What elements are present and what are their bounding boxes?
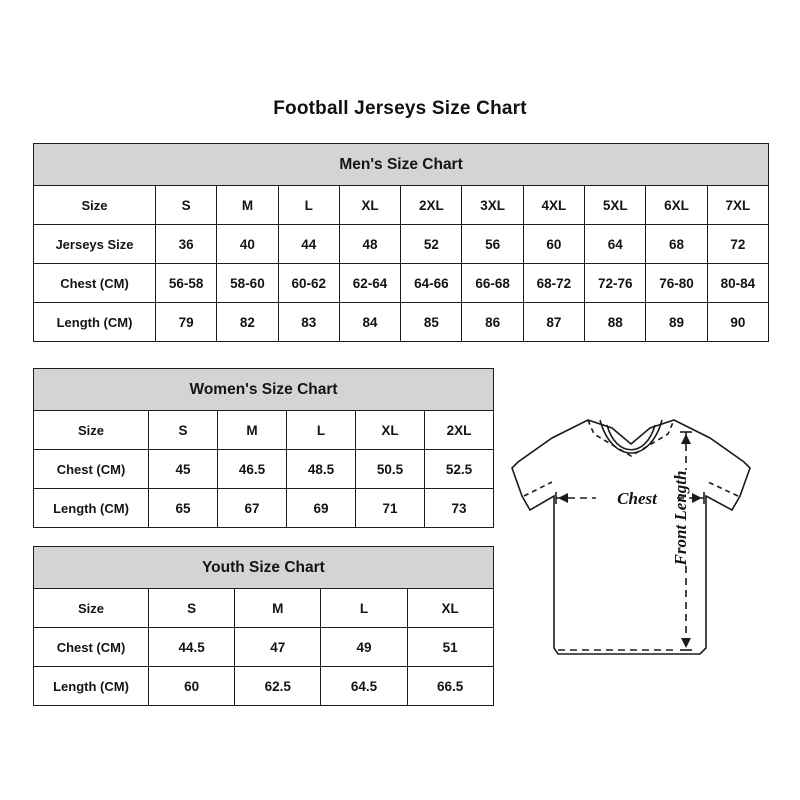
mens-table-caption: Men's Size Chart — [34, 144, 769, 186]
table-cell: 89 — [646, 303, 707, 342]
column-header: 3XL — [462, 186, 523, 225]
table-cell: 71 — [356, 489, 425, 528]
table-cell: 60 — [523, 225, 584, 264]
column-header: L — [321, 589, 407, 628]
table-cell: 68-72 — [523, 264, 584, 303]
table-cell: 64.5 — [321, 667, 407, 706]
table-cell: 49 — [321, 628, 407, 667]
row-label: Length (CM) — [34, 489, 149, 528]
row-label: Jerseys Size — [34, 225, 156, 264]
table-cell: 86 — [462, 303, 523, 342]
womens-size-table — [33, 368, 494, 528]
table-header-row — [34, 411, 494, 450]
column-header: 5XL — [585, 186, 646, 225]
row-label: Chest (CM) — [34, 264, 156, 303]
table-row — [34, 667, 494, 706]
table-cell: 76-80 — [646, 264, 707, 303]
table-cell: 48.5 — [287, 450, 356, 489]
table-cell: 45 — [149, 450, 218, 489]
table-cell: 48 — [339, 225, 400, 264]
table-cell: 66-68 — [462, 264, 523, 303]
row-label: Length (CM) — [34, 667, 149, 706]
column-header: S — [156, 186, 217, 225]
table-cell: 62.5 — [235, 667, 321, 706]
table-cell: 64 — [585, 225, 646, 264]
row-label: Chest (CM) — [34, 628, 149, 667]
table-caption-row — [34, 547, 494, 589]
table-cell: 40 — [217, 225, 278, 264]
youth-size-table — [33, 546, 494, 706]
table-cell: 52.5 — [425, 450, 494, 489]
table-cell: 47 — [235, 628, 321, 667]
table-row — [34, 264, 769, 303]
table-header-row — [34, 186, 769, 225]
table-cell: 46.5 — [218, 450, 287, 489]
youth-table-caption: Youth Size Chart — [34, 547, 494, 589]
table-cell: 88 — [585, 303, 646, 342]
table-cell: 56 — [462, 225, 523, 264]
table-cell: 80-84 — [707, 264, 768, 303]
table-cell: 64-66 — [401, 264, 462, 303]
mens-size-chart — [33, 143, 769, 342]
table-row — [34, 225, 769, 264]
table-cell: 90 — [707, 303, 768, 342]
table-row — [34, 489, 494, 528]
front-length-label: Front Length — [671, 470, 690, 566]
table-cell: 68 — [646, 225, 707, 264]
table-cell: 82 — [217, 303, 278, 342]
table-cell: 44.5 — [149, 628, 235, 667]
jersey-outline-icon — [512, 420, 750, 654]
table-cell: 83 — [278, 303, 339, 342]
column-header: 7XL — [707, 186, 768, 225]
column-header: 2XL — [401, 186, 462, 225]
column-header: 6XL — [646, 186, 707, 225]
table-cell: 69 — [287, 489, 356, 528]
womens-table-caption: Women's Size Chart — [34, 369, 494, 411]
table-caption-row — [34, 369, 494, 411]
column-header: Size — [34, 589, 149, 628]
table-cell: 56-58 — [156, 264, 217, 303]
table-row — [34, 303, 769, 342]
page-title: Football Jerseys Size Chart — [273, 98, 527, 119]
row-label: Length (CM) — [34, 303, 156, 342]
table-cell: 36 — [156, 225, 217, 264]
table-cell: 72 — [707, 225, 768, 264]
youth-size-chart — [33, 546, 494, 706]
column-header: XL — [339, 186, 400, 225]
column-header: M — [235, 589, 321, 628]
jersey-measurement-diagram — [500, 398, 775, 688]
table-cell: 58-60 — [217, 264, 278, 303]
table-row — [34, 450, 494, 489]
table-row — [34, 628, 494, 667]
column-header: M — [218, 411, 287, 450]
column-header: L — [278, 186, 339, 225]
column-header: M — [217, 186, 278, 225]
table-header-row — [34, 589, 494, 628]
row-label: Chest (CM) — [34, 450, 149, 489]
table-cell: 44 — [278, 225, 339, 264]
table-cell: 65 — [149, 489, 218, 528]
column-header: XL — [407, 589, 493, 628]
table-cell: 62-64 — [339, 264, 400, 303]
table-cell: 52 — [401, 225, 462, 264]
table-cell: 87 — [523, 303, 584, 342]
table-caption-row — [34, 144, 769, 186]
chest-label: Chest — [617, 489, 657, 508]
table-cell: 60 — [149, 667, 235, 706]
column-header: S — [149, 589, 235, 628]
table-cell: 79 — [156, 303, 217, 342]
table-cell: 73 — [425, 489, 494, 528]
mens-size-table — [33, 143, 769, 342]
column-header: Size — [34, 186, 156, 225]
table-cell: 85 — [401, 303, 462, 342]
column-header: S — [149, 411, 218, 450]
column-header: 2XL — [425, 411, 494, 450]
column-header: L — [287, 411, 356, 450]
table-cell: 51 — [407, 628, 493, 667]
table-cell: 50.5 — [356, 450, 425, 489]
column-header: 4XL — [523, 186, 584, 225]
table-cell: 60-62 — [278, 264, 339, 303]
table-cell: 84 — [339, 303, 400, 342]
column-header: Size — [34, 411, 149, 450]
table-cell: 67 — [218, 489, 287, 528]
table-cell: 66.5 — [407, 667, 493, 706]
womens-size-chart — [33, 368, 494, 528]
column-header: XL — [356, 411, 425, 450]
table-cell: 72-76 — [585, 264, 646, 303]
